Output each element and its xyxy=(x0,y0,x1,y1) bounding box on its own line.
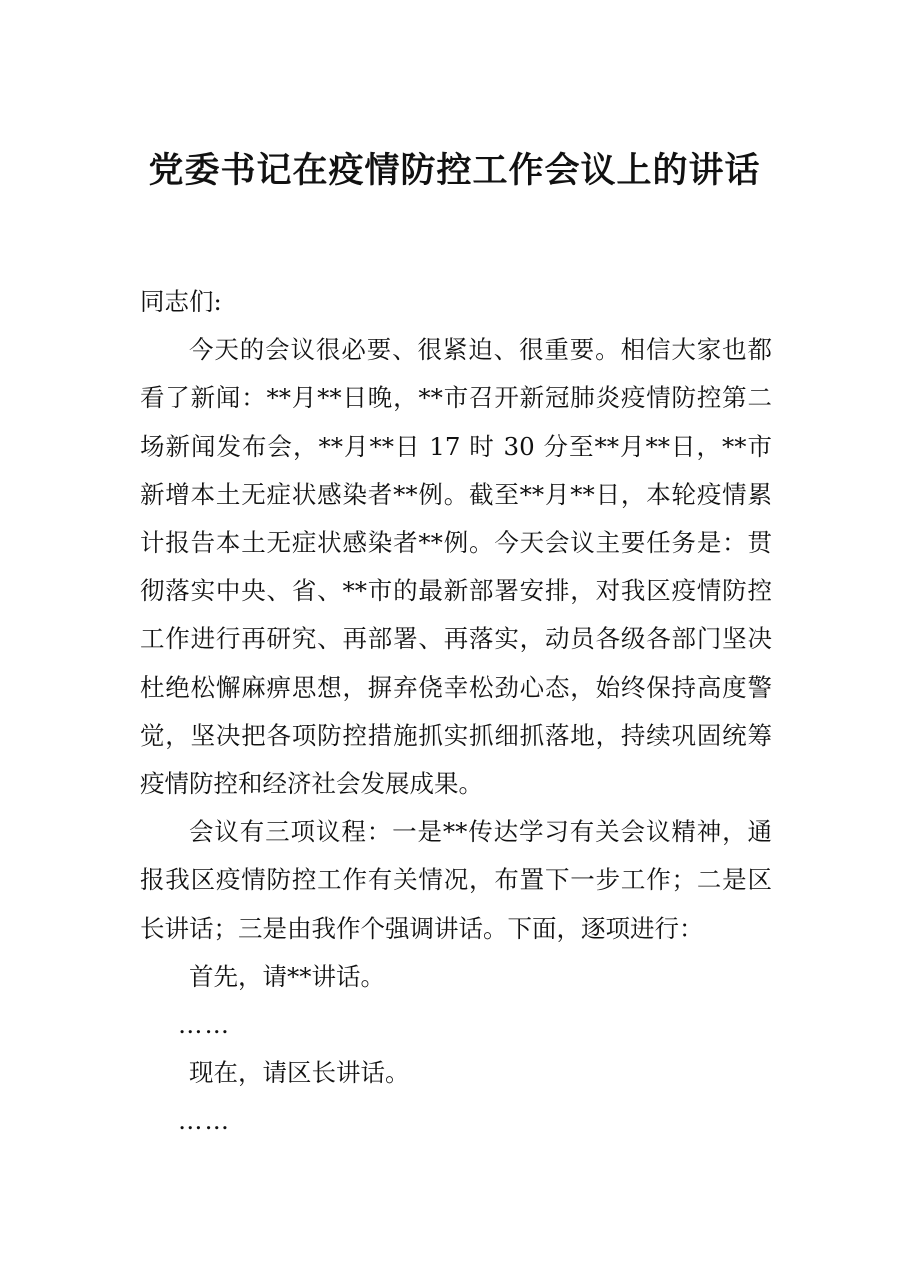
salutation: 同志们: xyxy=(140,287,222,316)
paragraph-district-head: 现在，请区长讲话。 xyxy=(189,1058,410,1088)
paragraph-agenda: 会议有三项议程：一是**传达学习有关会议精神，通报我区疫情防控工作有关情况，布置下一步工作；二是区长讲话；三是由我作个强调讲话。下面，逐项进行： xyxy=(140,817,772,943)
paragraph-opening: 今天的会议很必要、很紧迫、很重要。相信大家也都看了新闻：**月**日晚，**市召开新冠肺炎疫情防控第二场新闻发布会，**月**日 17 时 30 分至**月**日，**市新增本土无症状感染者**例。截至**月**日，本轮疫情累计报告本土无症状感染者**例。今天会议主要任务是：贯彻落实中央、省、**市的最新部署安排，对我区疫情防控工作进行再研究、再部署、再落实，动员各级各部门坚决杜绝松懈麻痹思想，摒弃侥幸松劲心态，始终保持高度警觉，坚决把各项防控措施抓实抓细抓落地，持续巩固统筹疫情防控和经济社会发展成果。 xyxy=(140,335,772,799)
ellipsis-line: …… xyxy=(177,1106,231,1136)
ellipsis-line: …… xyxy=(177,1010,231,1040)
document-body xyxy=(140,278,772,1146)
document-title: 党委书记在疫情防控工作会议上的讲话 xyxy=(148,150,761,191)
paragraph-first-speaker: 首先，请**讲话。 xyxy=(189,961,385,991)
